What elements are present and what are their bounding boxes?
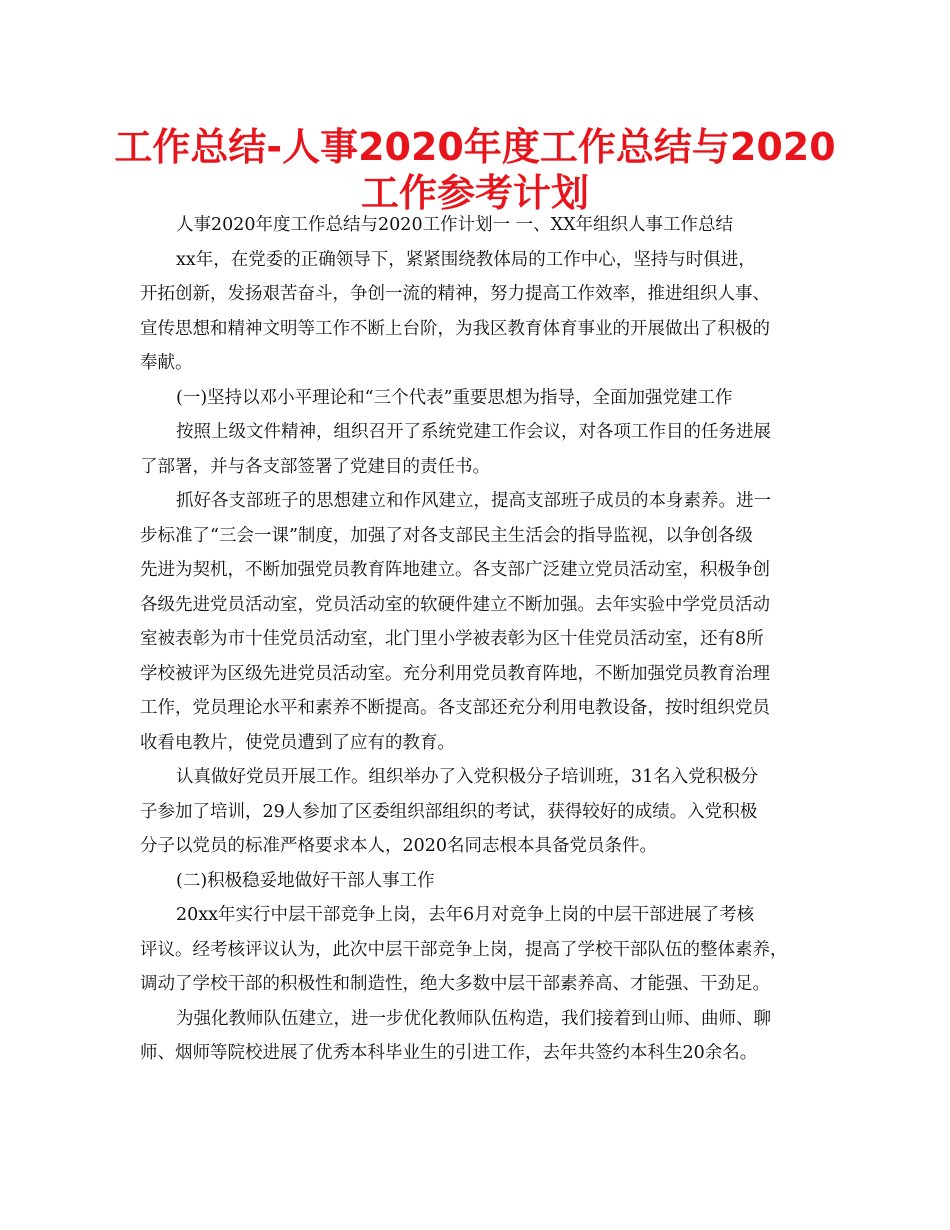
body-line: 评议。经考核评议认为，此次中层干部竞争上岗，提高了学校干部队伍的整体素养， (140, 939, 788, 960)
body-line: (二)积极稳妥地做好干部人事工作 (176, 870, 435, 891)
body-line: 按照上级文件精神，组织召开了系统党建工作会议，对各项工作目的任务进展 (176, 422, 771, 442)
body-line: 为强化教师队伍建立，进一步优化教师队伍构造，我们接着到山师、曲师、聊 (176, 1008, 771, 1029)
body-line: 收看电教片，使党员遭到了应有的教育。 (140, 732, 455, 753)
body-line: 抓好各支部班子的思想建立和作风建立，提高支部班子成员的本身素养。进一 (176, 491, 771, 511)
body-line: 认真做好党员开展工作。组织举办了入党积极分子培训班，31名入党积极分 (176, 767, 759, 787)
body-line: 了部署，并与各支部签署了党建目的责任书。 (140, 456, 490, 477)
body-line: 分子以党员的标准严格要求本人，2020名同志根本具备党员条件。 (140, 836, 658, 856)
body-line: 步标准了“三会一课”制度，加强了对各支部民主生活会的指导监视，以争创各级 (140, 525, 753, 546)
body-line: 子参加了培训，29人参加了区委组织部组织的考试，获得较好的成绩。入党积极 (140, 801, 758, 822)
body-line: 师、烟师等院校进展了优秀本科毕业生的引进工作，去年共签约本科生20余名。 (140, 1043, 758, 1063)
body-line: 奉献。 (140, 353, 193, 373)
body-line: 工作，党员理论水平和素养不断提高。各支部还充分利用电教设备，按时组织党员 (140, 698, 770, 718)
body-line: 20xx年实行中层干部竞争上岗，去年6月对竞争上岗的中层干部进展了考核 (176, 905, 755, 925)
body-line: 调动了学校干部的积极性和制造性，绝大多数中层干部素养高、才能强、干劲足。 (140, 974, 770, 994)
body-line: 先进为契机，不断加强党员教育阵地建立。各支部广泛建立党员活动室，积极争创 (140, 560, 770, 580)
document-title-line-1: 工作总结-人事2020年度工作总结与2020 (114, 125, 836, 169)
document-body (140, 208, 820, 1071)
body-line: 学校被评为区级先进党员活动室。充分利用党员教育阵地，不断加强党员教育治理 (140, 663, 770, 684)
body-line: 人事2020年度工作总结与2020工作计划一 一、XX年组织人事工作总结 (176, 215, 734, 235)
document-title-line-2: 工作参考计划 (360, 171, 589, 215)
body-line: 开拓创新，发扬艰苦奋斗，争创一流的精神，努力提高工作效率，推进组织人事、 (140, 284, 770, 304)
body-line: 各级先进党员活动室，党员活动室的软硬件建立不断加强。去年实验中学党员活动 (140, 594, 770, 615)
body-line: (一)坚持以邓小平理论和“三个代表”重要思想为指导，全面加强党建工作 (176, 387, 733, 408)
body-line: 室被表彰为市十佳党员活动室，北门里小学被表彰为区十佳党员活动室，还有8所 (140, 629, 764, 649)
body-line: xx年，在党委的正确领导下，紧紧围绕教体局的工作中心，坚持与时俱进， (176, 249, 756, 270)
body-line: 宣传思想和精神文明等工作不断上台阶，为我区教育体育事业的开展做出了积极的 (140, 318, 770, 339)
